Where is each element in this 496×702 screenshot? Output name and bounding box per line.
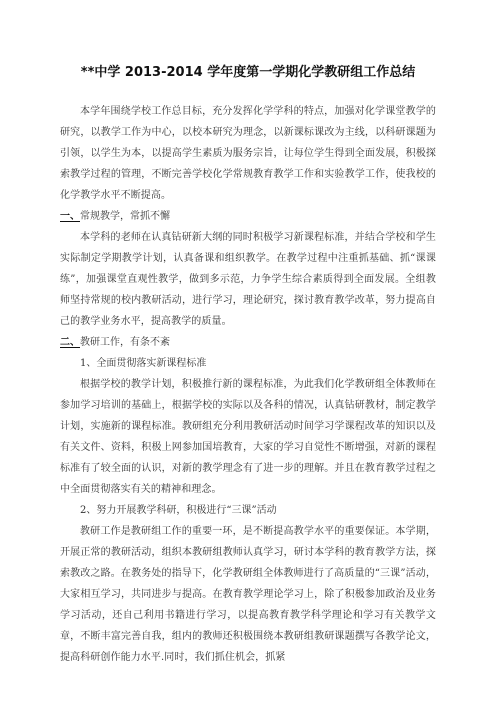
subsection-2-1-paragraph: 根据学校的教学计划，积极推行新的课程标准，为此我们化学教研组全体教师在参加学习培训的基础上，根据学校的实际以及各科的情况，认真钻研教材，制定教学计划，实施新的课程标准。教研组充分利用教研活动时间学习学课程改革的知识以及有关文件、资料，积极上网参加国培教育，大家的学习自觉性不断增强，对新的课程标准有了较全面的认识，对新的教学理念有了进一步的理解。并且在教育教学过程之中全面贯彻落实有关的精神和理念。 <box>60 379 436 495</box>
intro-paragraph: 本学年围绕学校工作总目标，充分发挥化学学科的特点，加强对化学课堂教学的研究，以教学工作为中心，以校本研究为理念，以新课标课改为主线，以科研课题为引领，以学生为本，以提高学生素质为服务宗旨，让每位学生得到全面发展，积极探索教学过程的管理，不断完善学校化学常规教育教学工作和实验教学工作，使我校的化学教学水平不断提高。 <box>60 106 436 201</box>
subsection-2-1-heading: 1、全面贯彻落实新课程标准 <box>80 358 207 369</box>
section-2-heading <box>60 332 436 353</box>
section-1-heading-text: 常规教学，常抓不懈 <box>80 211 170 222</box>
section-1-heading <box>60 206 436 227</box>
document-title: **中学 2013-2014 学年度第一学期化学教研组工作总结 <box>80 65 416 80</box>
section-1-number: 一、 <box>60 211 80 222</box>
section-2-number: 二、 <box>60 337 80 348</box>
section-1-paragraph: 本学科的老师在认真钻研新大纲的同时积极学习新课程标准，并结合学校和学生实际制定学期教学计划，认真备课和组织教学。在教学过程中注重抓基础、抓“课课练”，加强课堂直观性教学，做到多示范，力争学生综合素质得到全面发展。全组教师坚持常规的校内教研活动，进行学习，理论研究，探讨教育教学改革，努力提高自己的教学业务水平，提高教学的质量。 <box>60 232 436 327</box>
section-2-heading-text: 教研工作，有条不紊 <box>80 337 170 348</box>
subsection-2-2-paragraph: 教研工作是教研组工作的重要一环，是不断提高教学水平的重要保证。本学期，开展正常的教研活动，组织本教研组教师认真学习，研讨本学科的教育教学方法，探索教改之路。在教务处的指导下，化学教研组全体教师进行了高质量的“三课”活动，大家相互学习，共同进步与提高。在教育教学理论学习上，除了积极参加政治及业务学习活动，还自己利用书籍进行学习，以提高教育教学科学理论和学习有关教学文章，不断丰富完善自我，组内的教师还积极围绕本教研组教研课题撰写各教学论文，提高科研创作能力水平.同时，我们抓住机会，抓紧 <box>60 526 436 663</box>
subsection-2-2-heading: 2、努力开展教学科研，积极进行“三课”活动 <box>80 505 277 516</box>
